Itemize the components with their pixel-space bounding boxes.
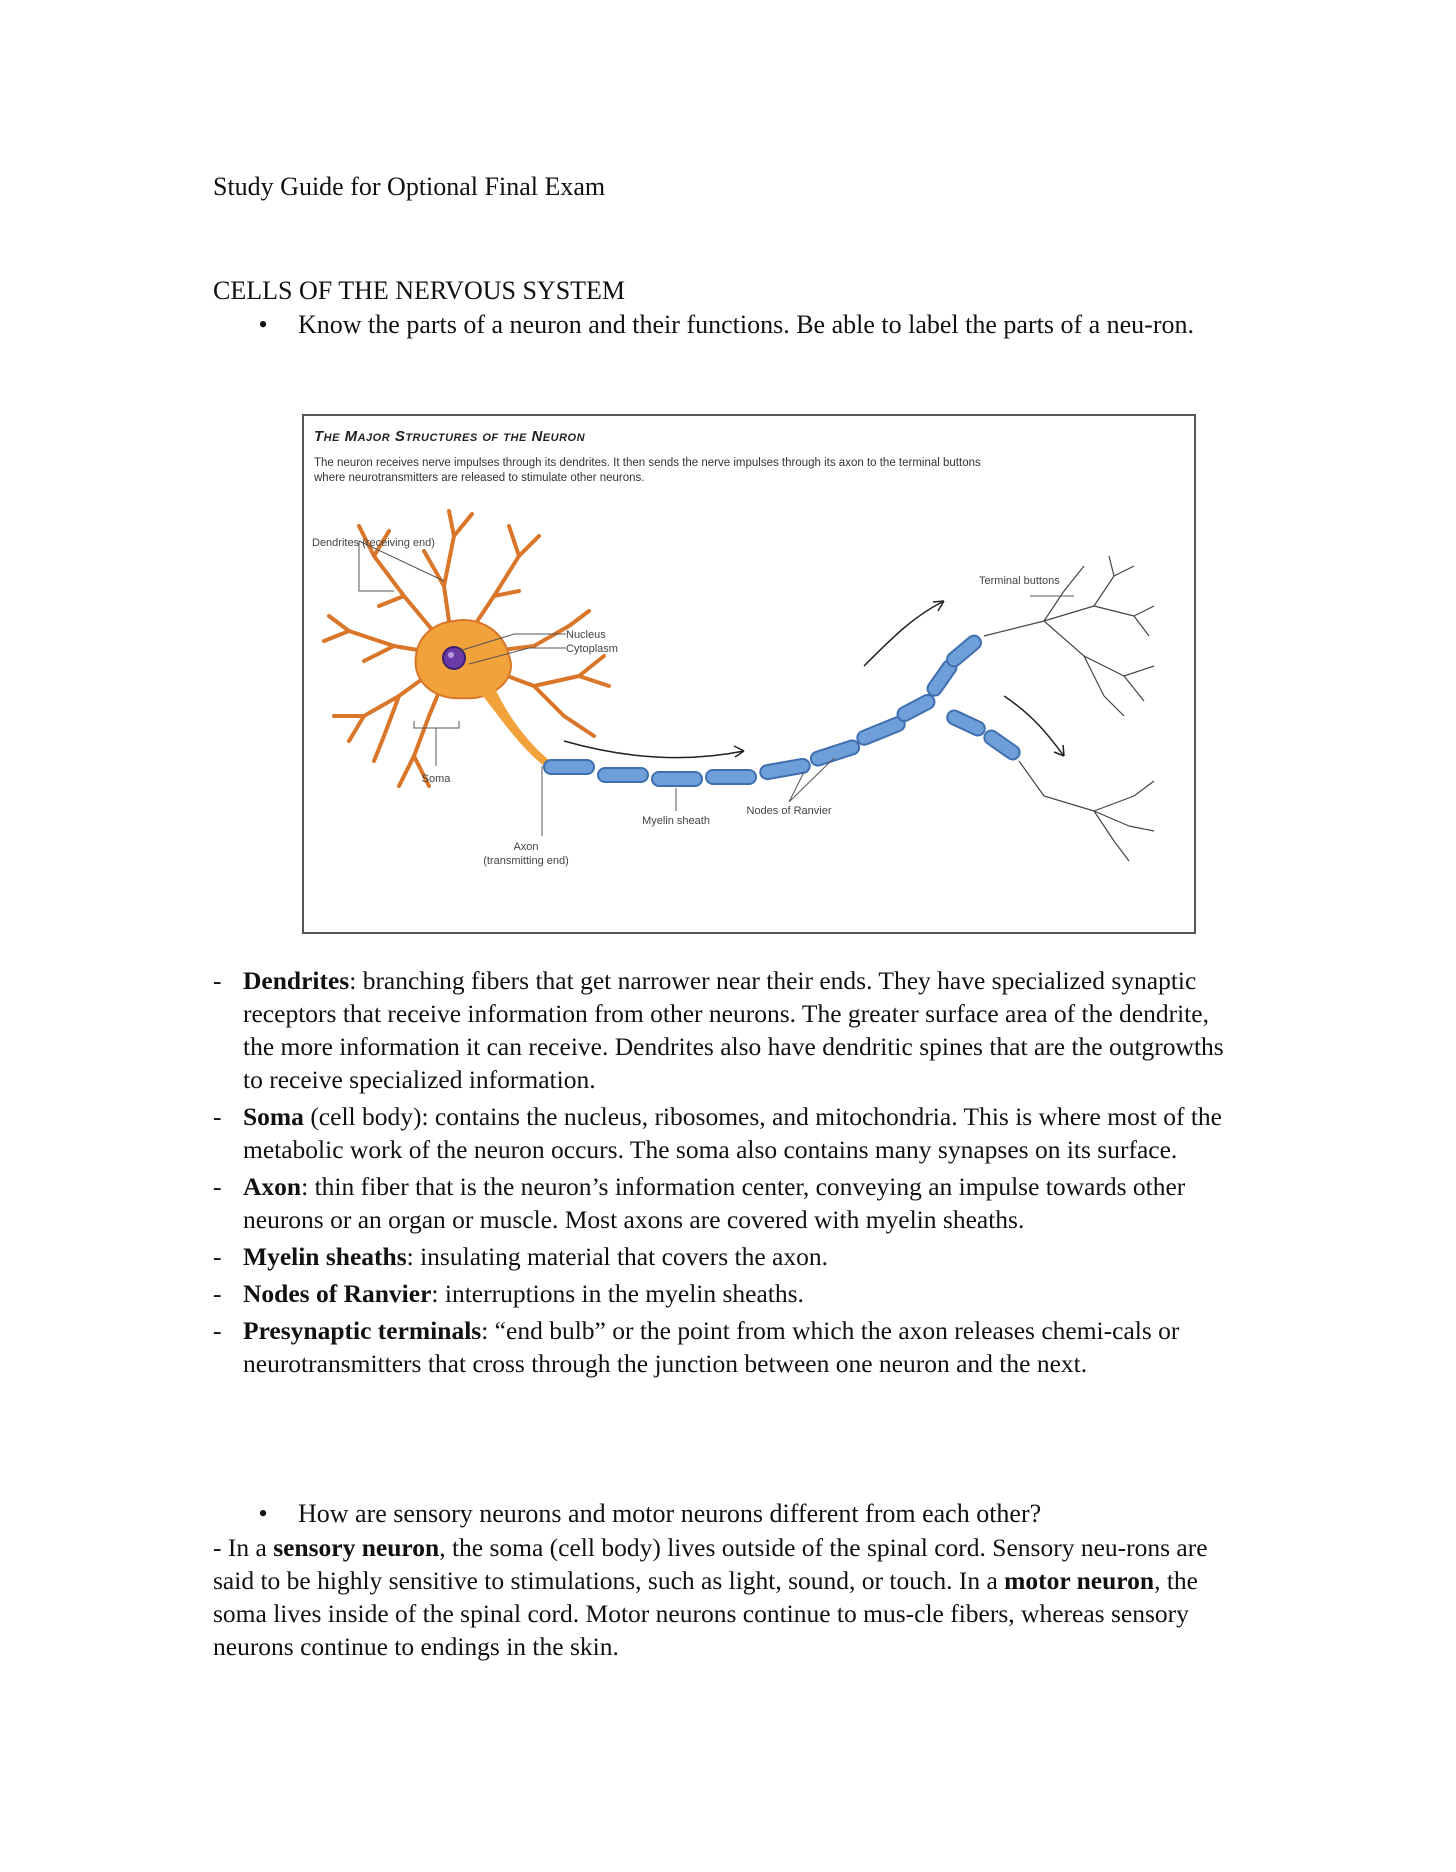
bullet-item — [253, 1497, 1243, 1531]
paragraph-bold-term: sensory neuron — [273, 1533, 440, 1562]
paragraph-text: , the soma lives inside of the spinal cord. Motor neurons continue to mus-cle fibers, whereas sensory neurons continue to endings in the skin. — [213, 1566, 1198, 1661]
list-dash: - — [213, 1172, 222, 1201]
definition-item — [213, 1314, 1243, 1380]
label-cytoplasm: Cytoplasm — [566, 643, 618, 655]
terminal-buttons-drawing — [984, 556, 1154, 861]
definition-item — [213, 1170, 1243, 1236]
definition-text: : insulating material that covers the axon. — [406, 1242, 828, 1271]
definition-item — [213, 1277, 1243, 1310]
axon-hillock-drawing — [479, 686, 549, 766]
answer-paragraph — [213, 1531, 1243, 1663]
definition-term: Axon — [243, 1172, 302, 1201]
definition-term: Dendrites — [243, 966, 350, 995]
definition-list — [213, 964, 1243, 1384]
list-dash: - — [213, 966, 222, 995]
paragraph-text: - In a — [213, 1533, 274, 1562]
definition-term: Myelin sheaths — [243, 1242, 407, 1271]
label-terminal-buttons: Terminal buttons — [979, 575, 1060, 587]
label-nucleus: Nucleus — [566, 629, 606, 641]
bullet-text: Know the parts of a neuron and their functions. Be able to label the parts of a neu-ron. — [298, 310, 1194, 339]
definition-text: (cell body): contains the nucleus, ribosomes, and mitochondria. This is where most of the metabolic work of the neuron occurs. The soma also contains many synapses on its surface. — [243, 1102, 1222, 1164]
definition-text: : interruptions in the myelin sheaths. — [431, 1279, 804, 1308]
label-axon-sub: (transmitting end) — [483, 855, 569, 867]
definition-item — [213, 1240, 1243, 1273]
list-dash: - — [213, 1102, 222, 1131]
bullet-icon: • — [258, 310, 268, 339]
definition-term: Presynaptic terminals — [243, 1316, 482, 1345]
label-dendrites: Dendrites (receiving end) — [312, 537, 435, 549]
myelin-sheath-drawing — [544, 633, 1022, 786]
bullet-item — [253, 308, 1243, 378]
definition-text: : “end bulb” or the point from which the axon releases chemi-cals or neurotransmitters that cross through the junction between one neuron and the next. — [243, 1316, 1180, 1378]
definition-term: Nodes of Ranvier — [243, 1279, 432, 1308]
definition-item — [213, 1100, 1243, 1166]
definition-text: : thin fiber that is the neuron’s information center, conveying an impulse towards other neurons or an organ or muscle. Most axons are covered with myelin sheaths. — [243, 1172, 1186, 1234]
definition-text: : branching fibers that get narrower near their ends. They have specialized synaptic receptors that receive information from other neurons. The greater surface area of the dendrite, the more information it can receive. Dendrites also have dendritic spines that are the outgrowths to receive specialized information. — [243, 966, 1224, 1094]
section-heading: CELLS OF THE NERVOUS SYSTEM — [213, 276, 626, 305]
paragraph-bold-term: motor neuron — [1004, 1566, 1155, 1595]
list-dash: - — [213, 1279, 222, 1308]
figure-caption: The neuron receives nerve impulses through its dendrites. It then sends the nerve impulses through its axon to the terminal buttons where neurotransmitters are released to stimulate other neurons. — [314, 457, 981, 484]
list-dash: - — [213, 1316, 222, 1345]
label-nodes-of-ranvier: Nodes of Ranvier — [746, 805, 832, 817]
neuron-figure — [302, 414, 1196, 934]
label-axon: Axon — [513, 841, 539, 853]
label-myelin-sheath: Myelin sheath — [642, 815, 710, 827]
paragraph-text: , the soma (cell body) lives outside of the spinal cord. Sensory neu-rons are said to be highly sensitive to stimulations, such as light, sound, or touch. In a — [213, 1533, 1208, 1595]
document-title: Study Guide for Optional Final Exam — [213, 172, 606, 201]
bullet-icon: • — [258, 1499, 268, 1528]
definition-item — [213, 964, 1243, 1096]
definition-term: Soma — [243, 1102, 304, 1131]
list-dash: - — [213, 1242, 222, 1271]
label-soma: Soma — [421, 773, 451, 785]
neuron-diagram — [304, 416, 1194, 932]
figure-title: The Major Structures of the Neuron — [314, 428, 586, 445]
bullet-text: How are sensory neurons and motor neurons different from each other? — [298, 1499, 1042, 1528]
